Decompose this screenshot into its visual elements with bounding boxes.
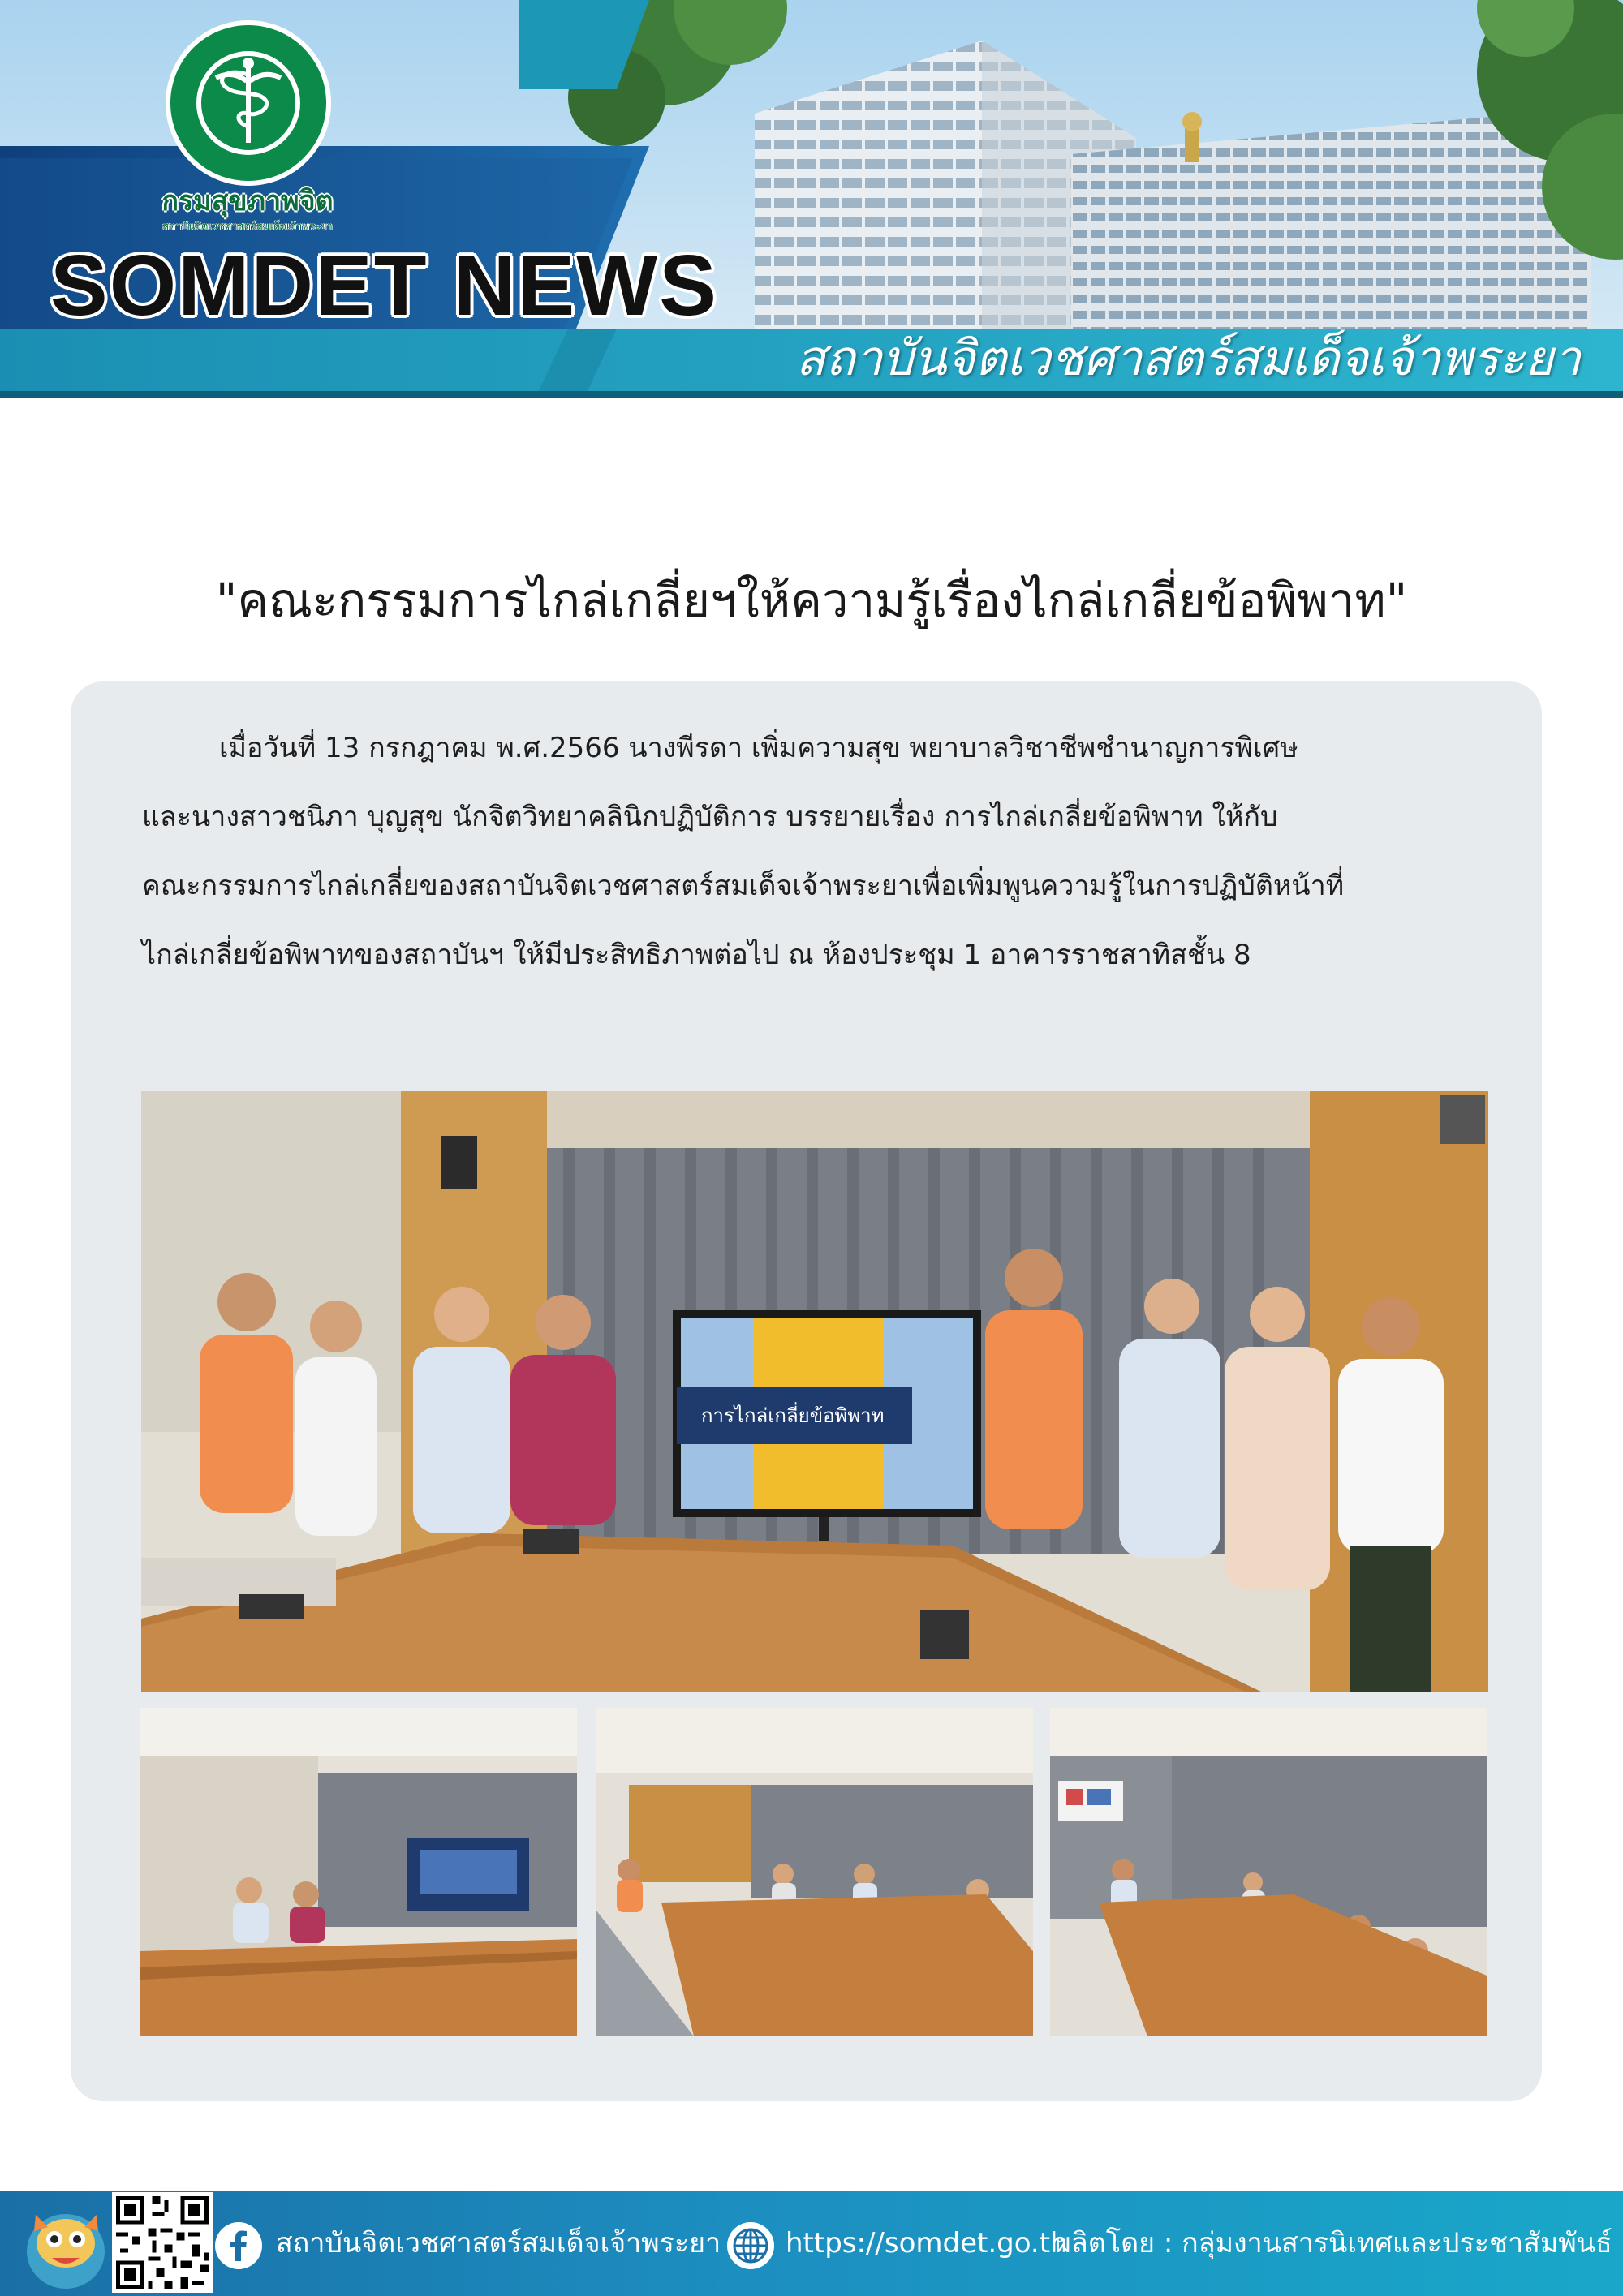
producer-credit: ผลิตโดย : กลุ่มงานสารนิเทศและประชาสัมพันธ์ bbox=[1055, 2227, 1612, 2259]
qr-code[interactable] bbox=[112, 2192, 213, 2293]
article-headline: "คณะกรรมการไกล่เกลี่ยฯให้ความรู้เรื่องไกล่เกลี่ยข้อพิพาท" bbox=[215, 573, 1408, 628]
meeting-photo-3 bbox=[1050, 1708, 1487, 2036]
globe-icon[interactable] bbox=[725, 2221, 776, 2271]
website-link[interactable]: https://somdet.go.th bbox=[786, 2227, 1068, 2259]
main-group-photo bbox=[141, 1091, 1488, 1692]
meeting-photo-2 bbox=[596, 1708, 1033, 2036]
header-banner bbox=[0, 0, 1623, 398]
ministry-logo bbox=[159, 18, 338, 188]
paragraph-line: และนางสาวชนิภา บุญสุข นักจิตวิทยาคลินิกปฏิบัติการ บรรยายเรื่อง การไกล่เกลี่ยข้อพิพาท ให้กับ bbox=[142, 801, 1278, 833]
brand-title: SOMDET NEWS bbox=[50, 238, 718, 333]
article-paragraph bbox=[142, 714, 1489, 990]
screen-caption: การไกล่เกลี่ยข้อพิพาท bbox=[701, 1404, 885, 1427]
facebook-page-link[interactable]: สถาบันจิตเวชศาสตร์สมเด็จเจ้าพระยา bbox=[276, 2227, 721, 2259]
meeting-photo-1 bbox=[140, 1708, 577, 2036]
logo-department-text: กรมสุขภาพจิต bbox=[161, 185, 334, 217]
logo-institute-text: สถาบันจิตเวชศาสตร์สมเด็จเจ้าพระยา bbox=[162, 221, 333, 233]
facebook-icon[interactable] bbox=[213, 2221, 264, 2271]
paragraph-line: เมื่อวันที่ 13 กรกฎาคม พ.ศ.2566 นางพีรดา เพิ่มความสุข พยาบาลวิชาชีพชำนาญการพิเศษ bbox=[219, 732, 1298, 764]
institute-name: สถาบันจิตเวชศาสตร์สมเด็จเจ้าพระยา bbox=[795, 330, 1581, 387]
paragraph-line: คณะกรรมการไกล่เกลี่ยของสถาบันจิตเวชศาสตร์สมเด็จเจ้าพระยาเพื่อเพิ่มพูนความรู้ในการปฏิบัติหน้าที่ bbox=[142, 870, 1345, 902]
paragraph-line: ไกล่เกลี่ยข้อพิพาทของสถาบันฯ ให้มีประสิทธิภาพต่อไป ณ ห้องประชุม 1 อาคารราชสาทิสชั้น 8 bbox=[142, 939, 1251, 971]
mascot-icon bbox=[19, 2195, 113, 2292]
